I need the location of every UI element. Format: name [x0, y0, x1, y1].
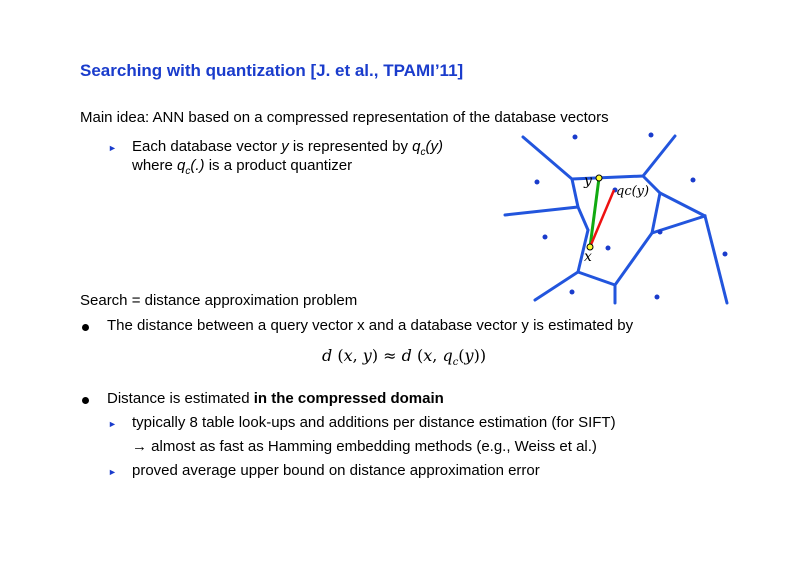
label-qcy: qc(y) — [616, 184, 650, 199]
sub-bullet-quantizer: where $q_c(.)$ is a product quantizer — [132, 157, 353, 177]
triangle-bullet-icon: ► — [108, 143, 117, 153]
distance-formula: d (x, y) ≈ d (x, $q_c(y)$) — [322, 346, 487, 369]
database-points — [535, 133, 728, 300]
sub-bullet-hamming: → almost as fast as Hamming embedding methods (e.g., Weiss et al.) — [132, 438, 597, 455]
voronoi-diagram — [495, 120, 735, 310]
bullet-distance-estimation: The distance between a query vector x and a database vector y is estimated by — [107, 317, 634, 334]
bullet-dot-icon — [82, 324, 89, 331]
main-idea-text: Main idea: ANN based on a compressed representation of the database vectors — [80, 109, 609, 126]
point-y — [596, 175, 602, 181]
sub-bullet-representation: Each database vector y is represented by $q_c(y)$ — [132, 138, 444, 158]
triangle-bullet-icon: ► — [108, 419, 117, 429]
sub-bullet-upper-bound: proved average upper bound on distance approximation error — [132, 462, 540, 479]
sub-bullet-table-lookups: typically 8 table look-ups and additions per distance estimation (for SIFT) — [132, 414, 616, 431]
bullet-dot-icon — [82, 397, 89, 404]
label-x: x — [584, 249, 592, 265]
slide-title: Searching with quantization [J. et al., TPAMI’11] — [80, 61, 464, 80]
triangle-bullet-icon: ► — [108, 467, 117, 477]
search-heading: Search = distance approximation problem — [80, 292, 358, 309]
label-y: y — [584, 173, 592, 189]
voronoi-cell-edges — [505, 136, 727, 303]
bullet-compressed-domain: Distance is estimated in the compressed domain — [107, 390, 444, 407]
